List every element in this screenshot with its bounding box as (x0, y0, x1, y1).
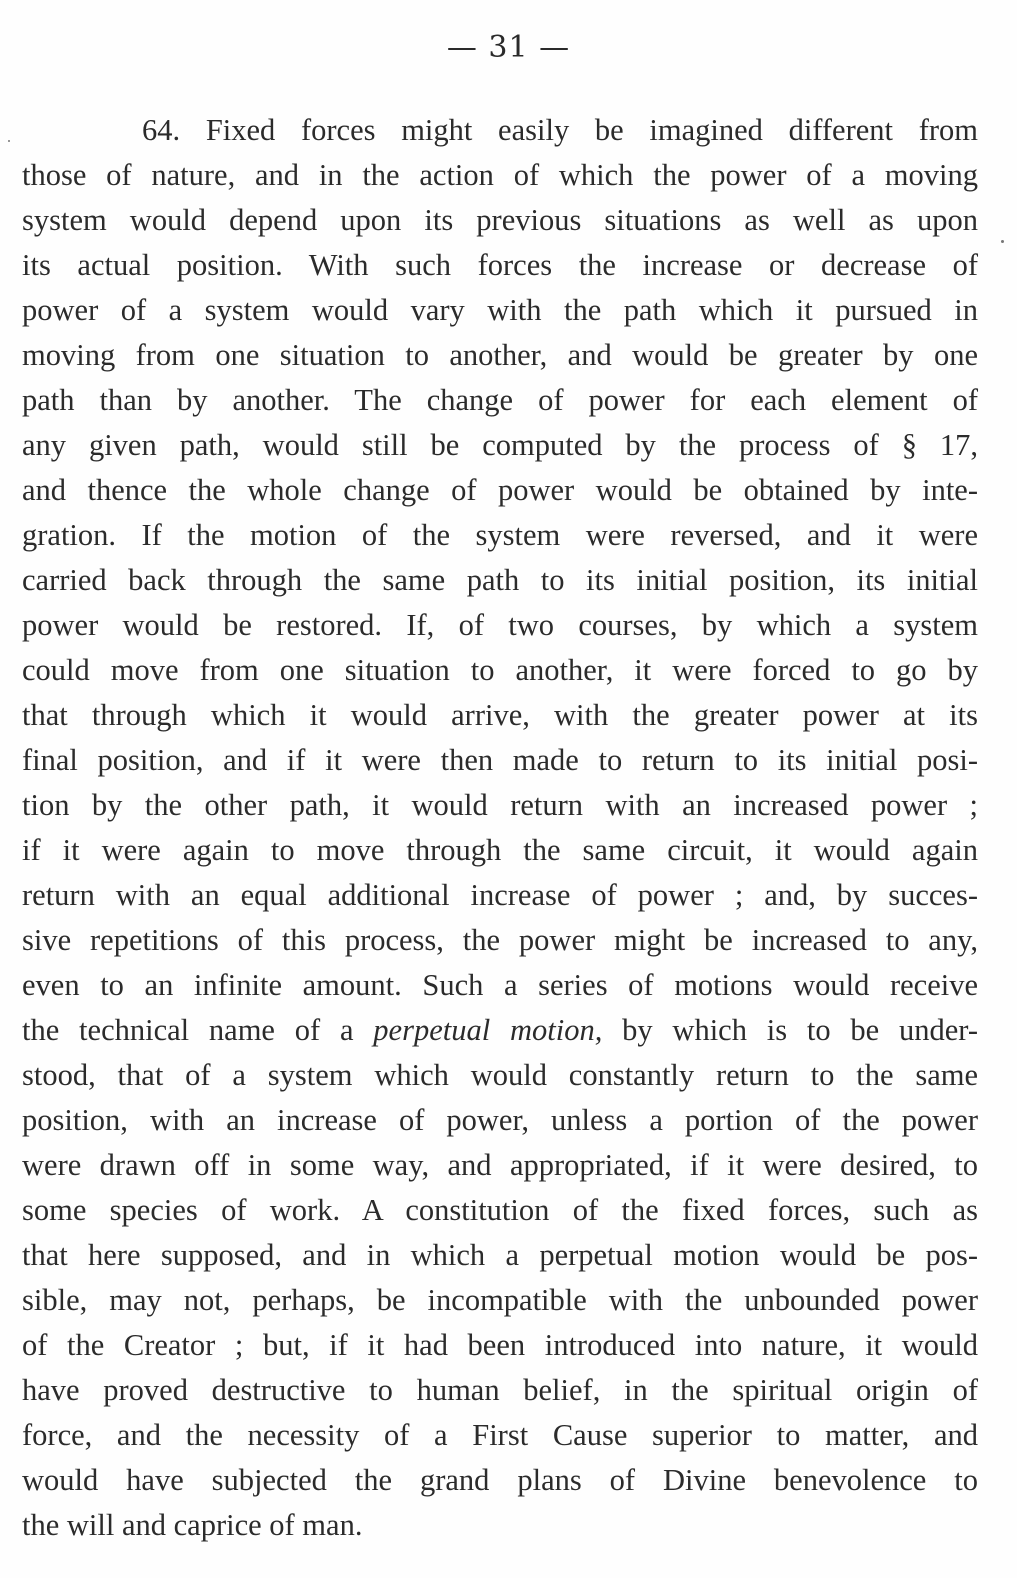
text-line: sive repetitions of this process, the power might be increased to any, (22, 923, 978, 957)
paper-speck (8, 140, 10, 142)
text-line: power would be restored. If, of two courses, by which a system (22, 608, 978, 642)
text-line: gration. If the motion of the system were reversed, and it were (22, 518, 978, 552)
text-line: if it were again to move through the same circuit, it would again (22, 833, 978, 867)
text-line: moving from one situation to another, and would be greater by one (22, 338, 978, 372)
text-line: the will and caprice of man. (22, 1508, 363, 1542)
text-line: final position, and if it were then made to return to its initial posi- (22, 743, 978, 777)
text-line: force, and the necessity of a First Cause superior to matter, and (22, 1418, 978, 1452)
text-line: sible, may not, perhaps, be incompatible with the unbounded power (22, 1283, 978, 1317)
text-line: stood, that of a system which would constantly return to the same (22, 1058, 978, 1092)
text-line: path than by another. The change of power for each element of (22, 383, 978, 417)
text-line: carried back through the same path to its initial position, its initial (22, 563, 978, 597)
text-line: were drawn off in some way, and appropriated, if it were desired, to (22, 1148, 978, 1182)
text-line: power of a system would vary with the path which it pursued in (22, 293, 978, 327)
text-line: would have subjected the grand plans of Divine benevolence to (22, 1463, 978, 1497)
paper-speck (1001, 240, 1004, 243)
text-line: its actual position. With such forces the increase or decrease of (22, 248, 978, 282)
text-run: the technical name of a (22, 1013, 374, 1047)
text-line: some species of work. A constitution of the fixed forces, such as (22, 1193, 978, 1227)
text-run: by which is to be under- (602, 1013, 978, 1047)
text-line: could move from one situation to another, it were forced to go by (22, 653, 978, 687)
page-number: — 31 — (446, 30, 571, 65)
italic-term: perpetual motion, (373, 1013, 603, 1047)
text-line: return with an equal additional increase of power ; and, by succes- (22, 878, 978, 912)
text-line: have proved destructive to human belief, in the spiritual origin of (22, 1373, 978, 1407)
text-line: system would depend upon its previous situations as well as upon (22, 203, 978, 237)
text-line: 64. Fixed forces might easily be imagined different from (142, 113, 978, 147)
text-line: tion by the other path, it would return with an increased power ; (22, 788, 978, 822)
text-line: any given path, would still be computed by the process of § 17, (22, 428, 978, 462)
body-paragraph (22, 108, 978, 1548)
text-line (22, 1008, 978, 1053)
text-line: that here supposed, and in which a perpetual motion would be pos- (22, 1238, 978, 1272)
text-line: those of nature, and in the action of which the power of a moving (22, 158, 978, 192)
text-line: that through which it would arrive, with the greater power at its (22, 698, 978, 732)
text-line: even to an infinite amount. Such a series of motions would receive (22, 968, 978, 1002)
text-line: of the Creator ; but, if it had been introduced into nature, it would (22, 1328, 978, 1362)
text-line: and thence the whole change of power would be obtained by inte- (22, 473, 978, 507)
text-line: position, with an increase of power, unless a portion of the power (22, 1103, 978, 1137)
